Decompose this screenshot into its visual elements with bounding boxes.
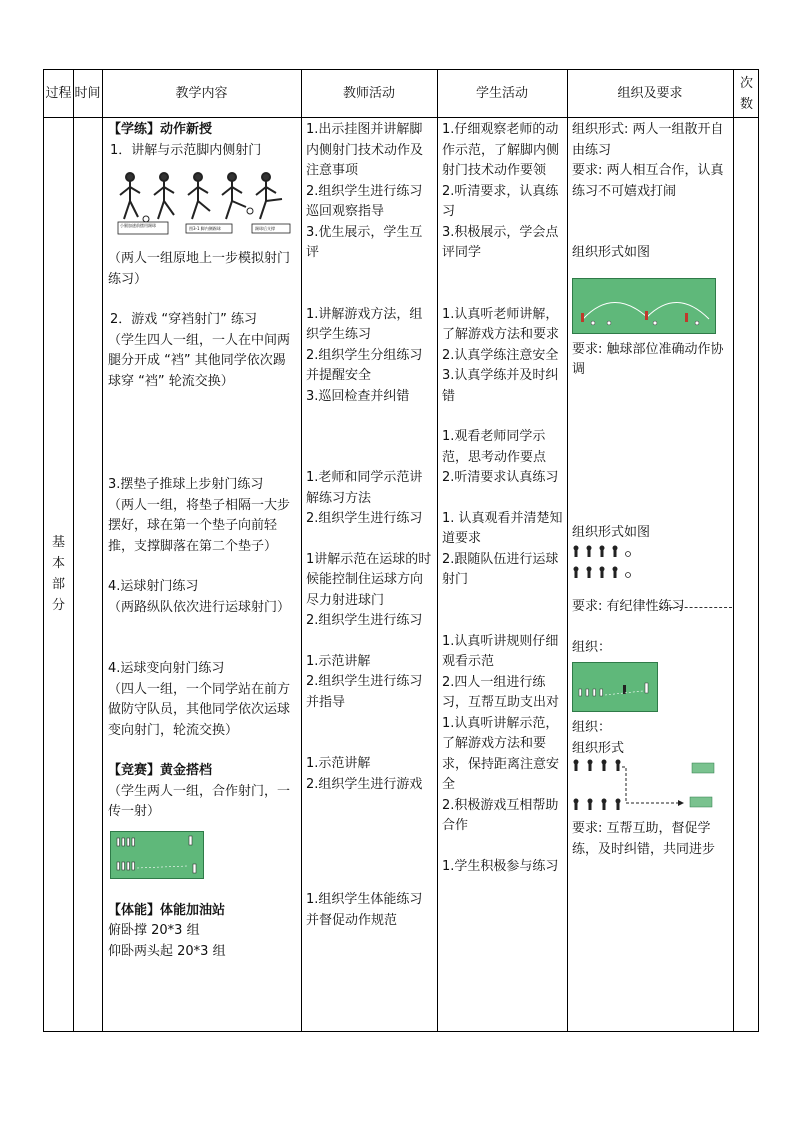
student-step: 1. 认真观看并清楚知道要求: [442, 510, 563, 546]
dashed-leader-line: [660, 607, 732, 608]
pass-through-legs-diagram: [572, 278, 716, 334]
student-step: 2.积极游戏互相帮助合作: [442, 797, 559, 833]
student-step: 2.跟随队伍进行运球射门: [442, 551, 559, 587]
teacher-step: 1.出示挂图并讲解脚内侧射门技术动作及注意事项: [306, 122, 424, 178]
column-divider: [437, 70, 438, 1031]
section-title-competition: 【竞赛】黄金搭档: [108, 763, 213, 778]
section-title-fitness: 【体能】体能加油站: [108, 902, 226, 918]
student-step: 2.听清要求，认真练习: [442, 183, 559, 219]
student-step: 1.认真听老师讲解，了解游戏方法和要求: [442, 306, 560, 342]
student-step: 1.认真听讲规则仔细观看示范: [442, 633, 559, 669]
content-note-3: （两人一组，将垫子相隔一大步摆好，球在第一个垫子向前轻推，支撑脚落在第二个垫子）: [108, 497, 291, 554]
teacher-step: 2.组织学生进行练习: [306, 511, 423, 526]
content-note-2: （学生四人一组，一人在中间两腿分开成 “裆” 其他同学依次踢球穿 “裆” 轮流交换）: [108, 332, 291, 389]
header-process: 过程: [45, 86, 72, 101]
teacher-step: 2.组织学生进行练习巡回观察指导: [306, 183, 423, 219]
teacher-step: 1讲解示范在运球的时候能控制住运球方向尽力射进球门: [306, 551, 432, 608]
partner-formation-diagram: [572, 759, 730, 819]
figure-caption-center: 图3-1 脚内侧踢球: [189, 226, 221, 231]
partner-shooting-diagram: [110, 831, 204, 879]
content-note-4: （两路纵队依次进行运球射门）: [108, 599, 291, 615]
org-note: 组织：: [572, 639, 612, 655]
defender-diagram-icon: [573, 663, 657, 711]
content-item-5: 4.运球变向射门练习: [108, 661, 225, 676]
kick-technique-figure: [116, 167, 296, 239]
header-content: 教学内容: [175, 86, 228, 101]
content-column: [108, 120, 298, 962]
teacher-step: 3.优生展示，学生互评: [306, 224, 423, 260]
header-org: 组织及要求: [617, 86, 683, 101]
student-step: 2.认真学练注意安全: [442, 347, 559, 363]
org-note: 要求: 两人相互合作，认真练习不可嬉戏打闹: [572, 163, 724, 199]
section-label: 基本部分: [51, 535, 65, 613]
header-time: 时间: [74, 86, 101, 101]
student-step: 2.四人一组进行练习，互帮互助支出对: [442, 674, 560, 710]
teacher-step: 1.示范讲解: [306, 756, 371, 771]
student-step: 1.仔细观察老师的动作示范，了解脚内侧射门技术动作要领: [442, 122, 560, 178]
teacher-step: 2.组织学生分组练习并提醒安全: [306, 347, 423, 383]
org-note: 要求: 互帮互助，督促学练，及时纠错，共同进步: [572, 821, 716, 857]
dribble-formation-diagram: [572, 545, 730, 589]
teacher-column: [306, 120, 434, 931]
content-item-4: 4.运球射门练习: [108, 579, 199, 594]
column-divider: [733, 70, 734, 1031]
content-item-2: 2．游戏 “穿裆射门” 练习: [110, 312, 258, 327]
student-step: 1.认真听讲解示范，了解游戏方法和要求，保持距离注意安全: [442, 715, 560, 792]
column-divider: [73, 70, 74, 1031]
fitness-item-1: 俯卧撑 20*3 组: [108, 923, 200, 938]
student-step: 1.观看老师同学示范，思考动作要点: [442, 429, 547, 465]
content-note-6: （学生两人一组，合作射门，一传一射）: [108, 783, 291, 819]
content-item-1: 1．讲解与示范脚内侧射门: [110, 142, 262, 158]
teacher-step: 2.组织学生进行练习并指导: [306, 674, 423, 710]
content-item-3: 3.摆垫子推球上步射门练习: [108, 477, 264, 492]
org-note: 组织形式如图: [572, 245, 651, 260]
teacher-step: 1.讲解游戏方法，组织学生练习: [306, 306, 423, 342]
header-times: 次数: [739, 75, 753, 112]
figure-caption-left: 小腿加速前摆用踢球: [120, 223, 156, 228]
org-note: 组织形式如图: [572, 524, 651, 540]
org-note: 要求: 触球部位准确动作协调: [572, 341, 724, 377]
fitness-item-2: 仰卧两头起 20*3 组: [108, 943, 226, 959]
student-step: 3.积极展示，学会点评同学: [442, 224, 559, 260]
column-divider: [567, 70, 568, 1031]
student-step: 1.学生积极参与练习: [442, 858, 559, 874]
column-divider: [301, 70, 302, 1031]
teacher-step: 1.示范讲解: [306, 653, 371, 669]
players-diagram-icon: [111, 832, 203, 878]
header-student: 学生活动: [475, 86, 528, 101]
player-columns-icon: [572, 545, 652, 589]
header-divider: [44, 117, 758, 118]
content-note-1: （两人一组原地上一步模拟射门练习）: [108, 251, 291, 287]
lesson-plan-table: [43, 69, 759, 1032]
partner-passing-icon: [572, 759, 724, 819]
teacher-step: 1.老师和同学示范讲解练习方法: [306, 470, 423, 506]
student-step: 2.听清要求认真练习: [442, 470, 559, 485]
figure-caption-right: 踢球后支撑: [255, 226, 275, 231]
header-teacher: 教师活动: [342, 86, 395, 101]
org-note: 组织形式: 两人一组散开自由练习: [572, 122, 724, 158]
org-note: 组织形式: [572, 740, 625, 756]
student-column: [442, 120, 564, 877]
kick-arc-diagram-icon: [573, 279, 715, 333]
teacher-step: 2.组织学生进行游戏: [306, 776, 423, 792]
teacher-step: 1.组织学生体能练习并督促动作规范: [306, 892, 423, 928]
org-column: [572, 120, 730, 860]
section-title-practice: 【学练】动作新授: [108, 122, 213, 137]
org-note: 组织：: [572, 720, 612, 735]
teacher-step: 3.巡回检查并纠错: [306, 388, 410, 404]
student-step: 3.认真学练并及时纠错: [442, 368, 559, 404]
dribble-turn-diagram: [572, 662, 658, 712]
org-note: 要求: 有纪律性练习: [572, 599, 685, 614]
teacher-step: 2.组织学生进行练习: [306, 613, 423, 628]
content-note-5: （四人一组，一个同学站在前方做防守队员，其他同学依次运球变向射门，轮流交换）: [108, 681, 291, 738]
column-divider: [102, 70, 103, 1031]
